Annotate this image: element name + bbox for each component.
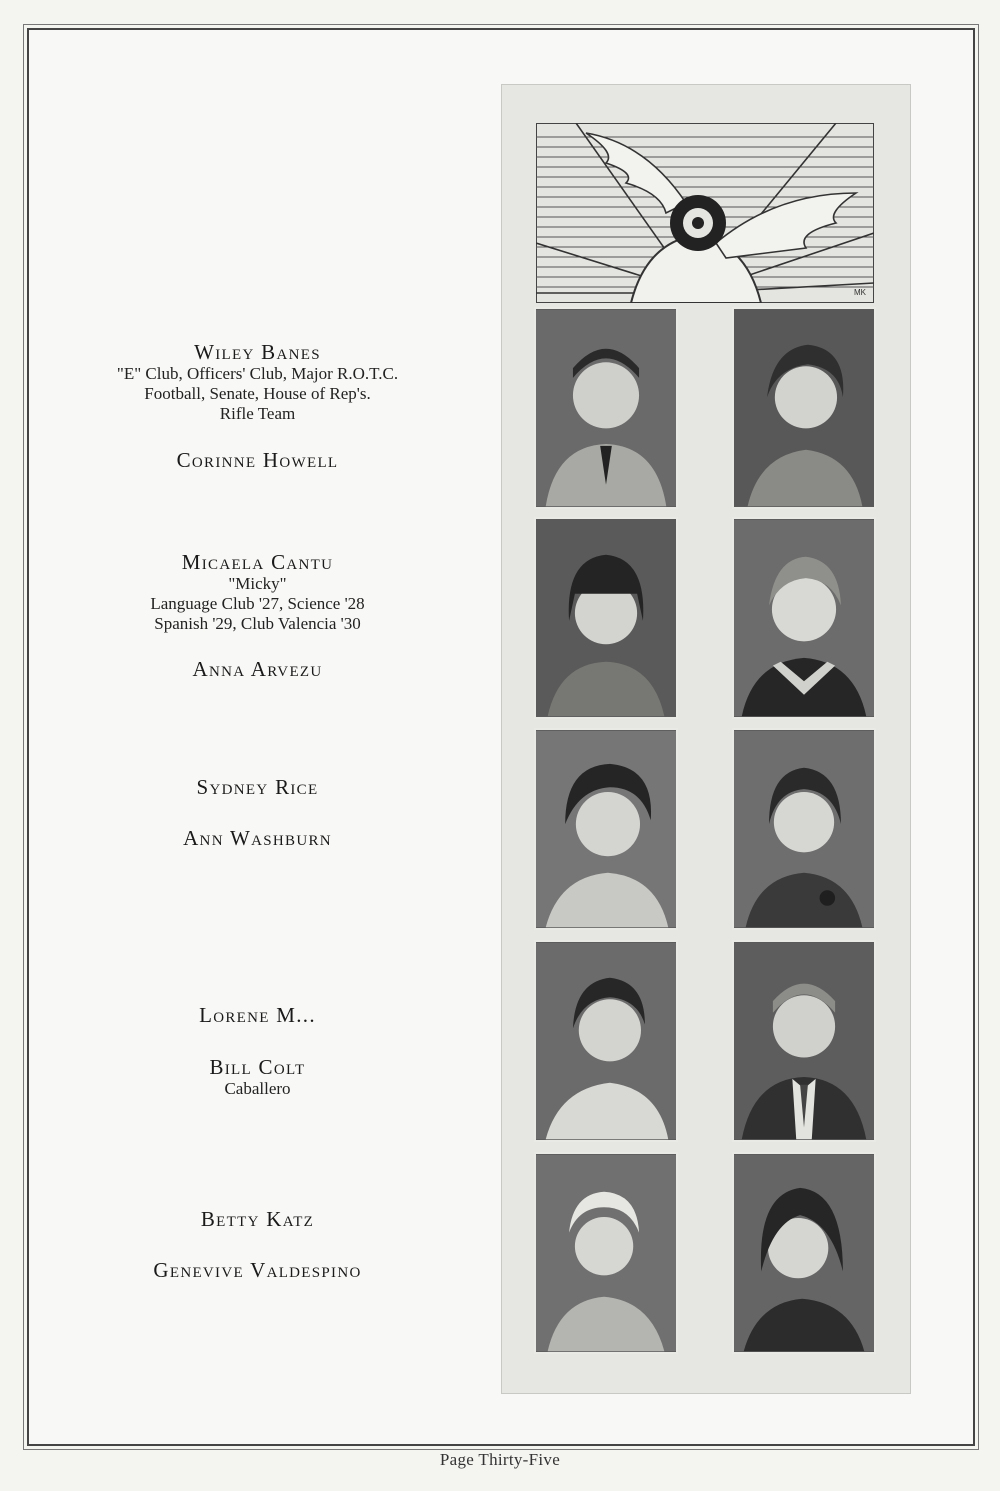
- portrait-photo: [732, 307, 876, 509]
- portrait-photo: [732, 940, 876, 1142]
- entry-ann-washburn: [70, 826, 445, 850]
- student-name: Corinne Howell: [176, 448, 339, 472]
- portrait-photo: [732, 728, 876, 930]
- portrait-photo: [732, 517, 876, 719]
- entry-sydney-rice: [70, 775, 445, 799]
- page-number: Page Thirty-Five: [439, 1450, 561, 1469]
- student-name: Lorene M...: [199, 1003, 316, 1027]
- portrait-photo: [534, 307, 678, 509]
- student-name: Bill Colt: [209, 1055, 306, 1079]
- student-activities: Spanish '29, Club Valencia '30: [154, 614, 361, 633]
- entry-genevive-valdespino: [70, 1258, 445, 1282]
- entry-anna-arvezu: [70, 657, 445, 681]
- portrait-photo: [732, 1152, 876, 1354]
- student-name: Micaela Cantu: [181, 550, 334, 574]
- student-name: Ann Washburn: [183, 826, 332, 850]
- student-name: Wiley Banes: [194, 340, 321, 364]
- entry-bill-colt: [70, 1055, 445, 1099]
- entry-wiley-banes: [70, 340, 445, 424]
- student-activities: Caballero: [224, 1079, 291, 1098]
- entry-corinne-howell: [70, 448, 445, 472]
- student-nickname: "Micky": [228, 574, 287, 593]
- entry-betty-katz: [70, 1207, 445, 1231]
- student-name: Sydney Rice: [196, 775, 319, 799]
- portrait-photo: [534, 940, 678, 1142]
- student-activities: Football, Senate, House of Rep's.: [144, 384, 371, 403]
- portrait-photo: [534, 1152, 678, 1354]
- portrait-photo: [534, 728, 678, 930]
- portrait-photo: [534, 517, 678, 719]
- student-name: Betty Katz: [200, 1207, 315, 1231]
- artist-monogram: MK: [854, 288, 866, 297]
- entry-lorene: [70, 1003, 445, 1027]
- student-activities: Language Club '27, Science '28: [150, 594, 365, 613]
- student-name: Anna Arvezu: [192, 657, 323, 681]
- student-activities: Rifle Team: [219, 404, 296, 423]
- student-name: Genevive Valdespino: [153, 1258, 362, 1282]
- entry-micaela-cantu: [70, 550, 445, 634]
- winged-wheel-emblem-icon: [536, 123, 874, 303]
- student-activities: "E" Club, Officers' Club, Major R.O.T.C.: [116, 364, 399, 383]
- photo-panel: [501, 84, 911, 1394]
